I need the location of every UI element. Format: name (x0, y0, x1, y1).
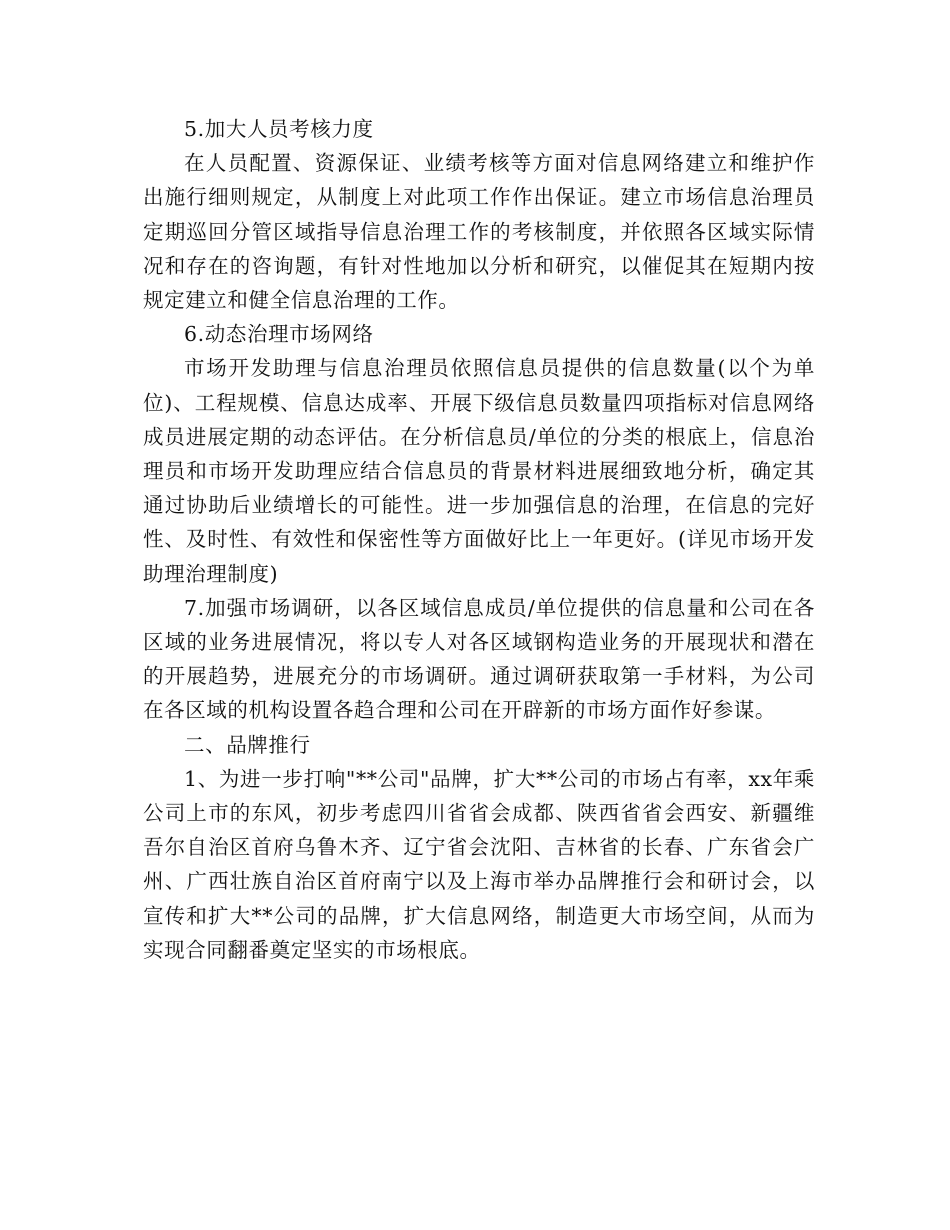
paragraph-brand-promotion: 1、为进一步打响"**公司"品牌，扩大**公司的市场占有率，xx年乘公司上市的东风，初步考虑四川省省会成都、陕西省省会西安、新疆维吾尔自治区首府乌鲁木齐、辽宁省会沈阳、吉林省的长春、广东省会广州、广西壮族自治区首府南宁以及上海市举办品牌推行会和研讨会，以宣传和扩大**公司的品牌，扩大信息网络，制造更大市场空间，从而为实现合同翻番奠定坚实的市场根底。 (143, 766, 815, 962)
section-heading-6: 6.动态治理市场网络 (184, 322, 374, 347)
section-heading-brand: 二、品牌推行 (184, 732, 311, 757)
section-heading-5: 5.加大人员考核力度 (184, 117, 374, 141)
paragraph-staff-assessment: 在人员配置、资源保证、业绩考核等方面对信息网络建立和维护作出施行细则规定，从制度上对此项工作作出保证。建立市场信息治理员定期巡回分管区域指导信息治理工作的考核制度，并依照各区域实际情况和存在的咨询题，有针对性地加以分析和研究，以催促其在短期内按规定建立和健全信息治理的工作。 (143, 151, 815, 313)
paragraph-dynamic-management: 市场开发助理与信息治理员依照信息员提供的信息数量(以个为单位)、工程规模、信息达成率、开展下级信息员数量四项指标对信息网络成员进展定期的动态评估。在分析信息员/单位的分类的根底上，信息治理员和市场开发助理应结合信息员的背景材料进展细致地分析，确定其通过协助后业绩增长的可能性。进一步加强信息的治理，在信息的完好性、及时性、有效性和保密性等方面做好比上一年更好。(详见市场开发助理治理制度) (143, 356, 815, 586)
document-page (143, 112, 815, 967)
paragraph-market-research: 7.加强市场调研，以各区域信息成员/单位提供的信息量和公司在各区域的业务进展情况，将以专人对各区域钢构造业务的开展现状和潜在的开展趋势，进展充分的市场调研。通过调研获取第一手材料，为公司在各区域的机构设置各趋合理和公司在开辟新的市场方面作好参谋。 (143, 595, 815, 723)
